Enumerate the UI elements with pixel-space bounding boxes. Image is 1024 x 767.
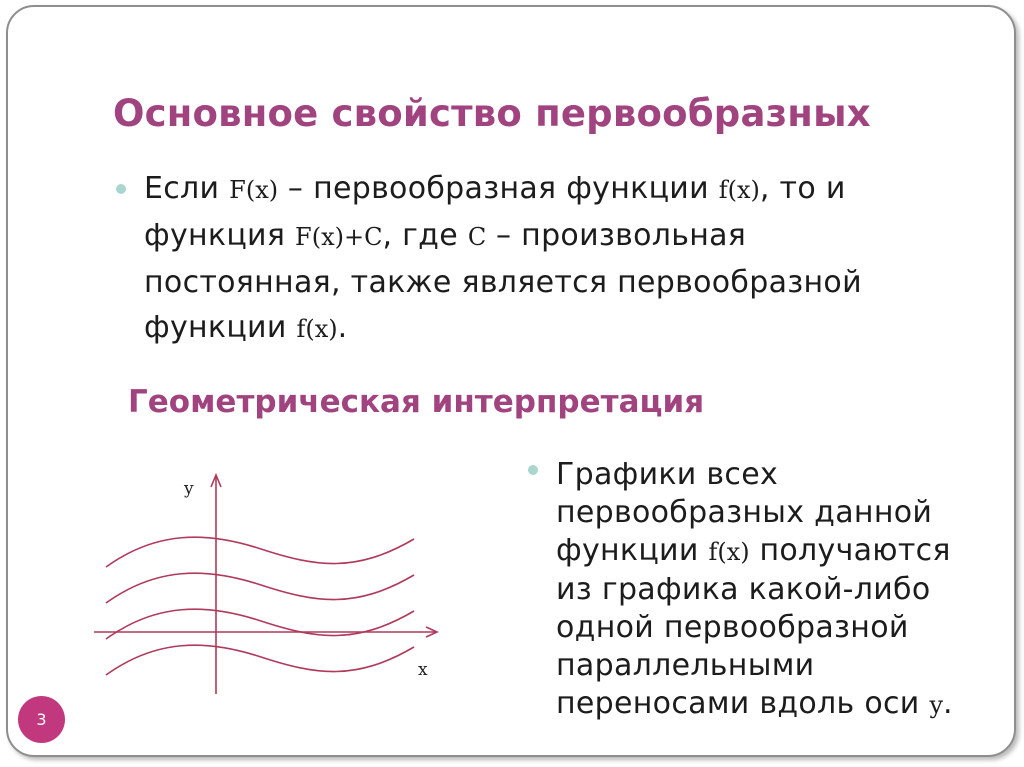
text-run: – произвольная — [486, 218, 747, 253]
math-C: C — [467, 223, 487, 251]
bullet-2-line-1: Графики всех — [556, 457, 779, 492]
bullet-2-line-7 — [556, 685, 953, 724]
text-run: Если — [144, 171, 230, 206]
text-run: . — [943, 686, 953, 721]
text-run: функции — [144, 310, 297, 345]
bullet-2-text — [556, 456, 953, 724]
bullet-1-line-4 — [144, 305, 862, 352]
bullet-2-line-5: одной первообразной — [556, 610, 909, 645]
antiderivative-curve — [106, 609, 414, 639]
y-axis-label: y — [184, 479, 194, 499]
antiderivative-graph — [86, 464, 446, 704]
antiderivative-curve — [106, 537, 414, 567]
bullet-2-line-3 — [556, 532, 953, 571]
slide-title: Основное свойство первообразных — [113, 92, 871, 135]
bullet-dot — [528, 465, 538, 475]
text-run: . — [337, 310, 348, 345]
antiderivative-curve — [106, 645, 414, 675]
bullet-2-line-2: первообразных данной — [556, 495, 933, 530]
bullet-1-line-2 — [144, 213, 862, 260]
math-f-of-x: f(x) — [296, 315, 338, 343]
slide-number-badge: 3 — [18, 696, 65, 743]
bullet-1-text — [144, 166, 862, 352]
bullet-1-line-1 — [144, 166, 862, 213]
math-F-of-x: F(x) — [229, 176, 279, 204]
bullet-2-line-4: из графика какой-либо — [556, 572, 931, 607]
text-run: – первообразная функции — [278, 171, 719, 206]
bullet-1-line-3 — [144, 260, 862, 305]
text-run: переносами вдоль оси — [556, 686, 930, 721]
math-F-of-x-plus-C: F(x)+C — [295, 223, 383, 251]
text-run: функция — [144, 218, 296, 253]
text-run: , где — [382, 218, 468, 253]
text-run: функции — [556, 533, 709, 568]
curve-group — [106, 537, 414, 675]
bullet-2-line-6: параллельными — [556, 648, 815, 683]
text-run: получаются — [749, 533, 951, 568]
math-f-of-x: f(x) — [708, 538, 750, 566]
text-run: постоянная, также является первообразной — [144, 265, 862, 300]
bullet-dot — [116, 184, 126, 194]
math-f-of-x: f(x) — [718, 176, 760, 204]
text-run: , то и — [759, 171, 846, 206]
math-y: y — [929, 691, 943, 719]
section-subtitle: Геометрическая интерпретация — [128, 384, 705, 420]
x-axis-label: x — [418, 660, 428, 680]
antiderivative-curve — [106, 573, 414, 603]
